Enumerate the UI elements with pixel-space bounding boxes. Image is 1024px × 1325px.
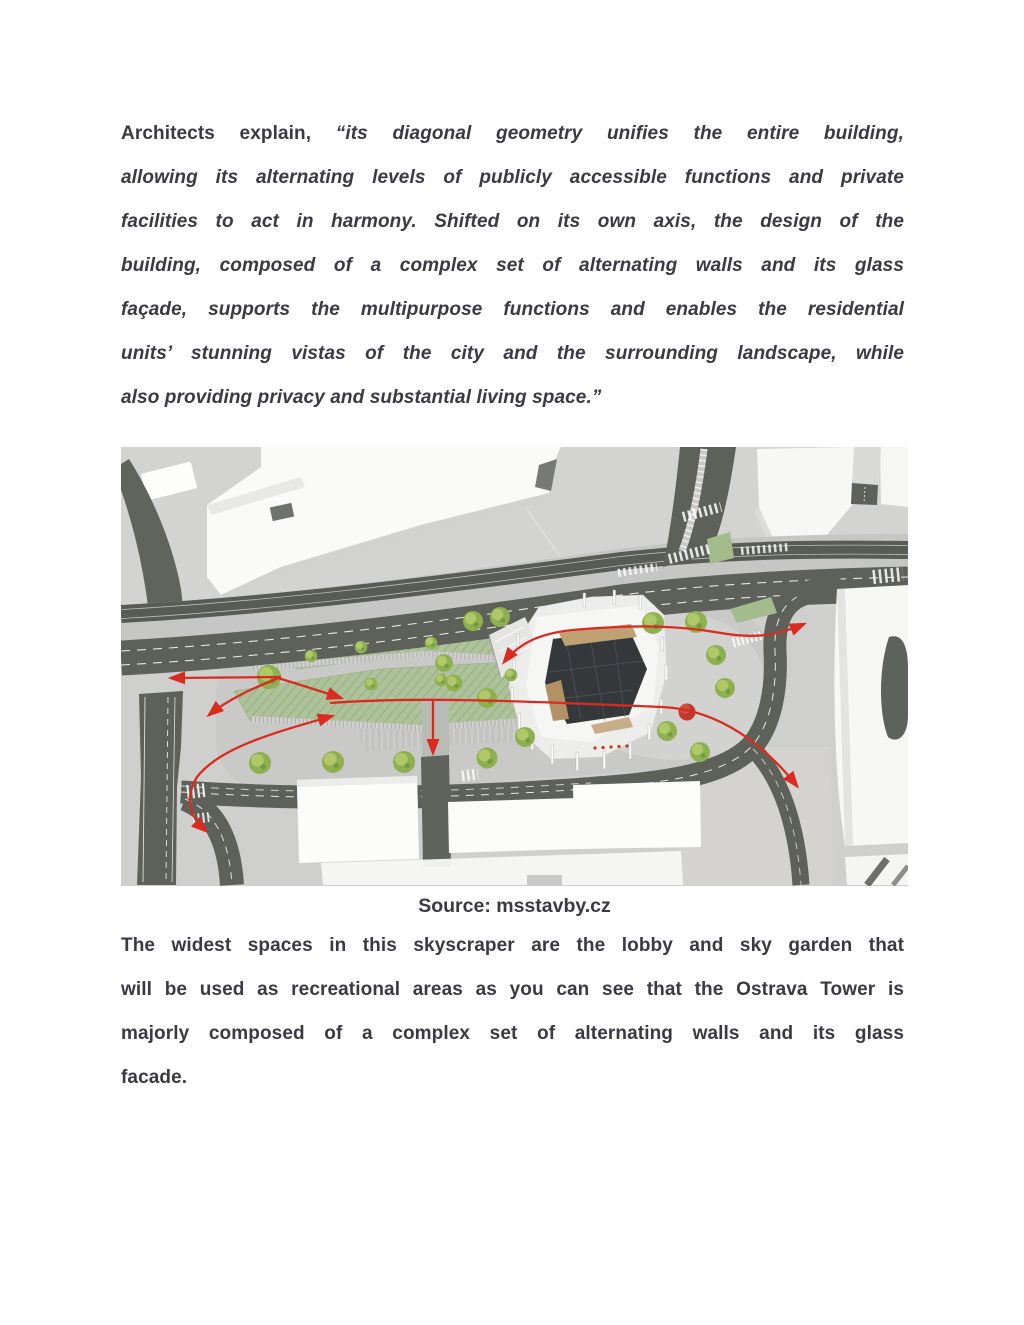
paragraph-line: facade. (121, 1067, 188, 1088)
flow-arrow-west (171, 677, 281, 678)
page-content (121, 112, 904, 1100)
figure-caption: Source: msstavby.cz (418, 895, 611, 917)
paragraph-line: majorly composed of a complex set of alternating walls and its glass (121, 1023, 904, 1044)
mid-street (421, 755, 451, 867)
paragraph-line: allowing its alternating levels of publicly accessible functions and private (121, 167, 904, 188)
paragraph-lead: Architects explain, (121, 123, 312, 144)
paragraph-line: also providing privacy and substantial living space.” (121, 387, 602, 408)
paragraph-line (121, 112, 904, 156)
paragraph-line: façade, supports the multipurpose functions and enables the residential (121, 299, 904, 320)
site-plan-figure (121, 447, 908, 920)
paragraph-line: The widest spaces in this skyscraper are the lobby and sky garden that (121, 935, 904, 956)
paragraph-line: building, composed of a complex set of alternating walls and its glass (121, 255, 904, 276)
architect-quote-paragraph (121, 112, 904, 420)
paragraph-line: will be used as recreational areas as you can see that the Ostrava Tower is (121, 979, 904, 1000)
paragraph-line: facilities to act in harmony. Shifted on its own axis, the design of the (121, 211, 904, 232)
site-plan-image (121, 447, 908, 886)
paragraph-line: units’ stunning vistas of the city and the surrounding landscape, while (121, 343, 904, 364)
quote-text: “its diagonal geometry unifies the entire building, (335, 123, 904, 144)
body-paragraph (121, 924, 904, 1100)
